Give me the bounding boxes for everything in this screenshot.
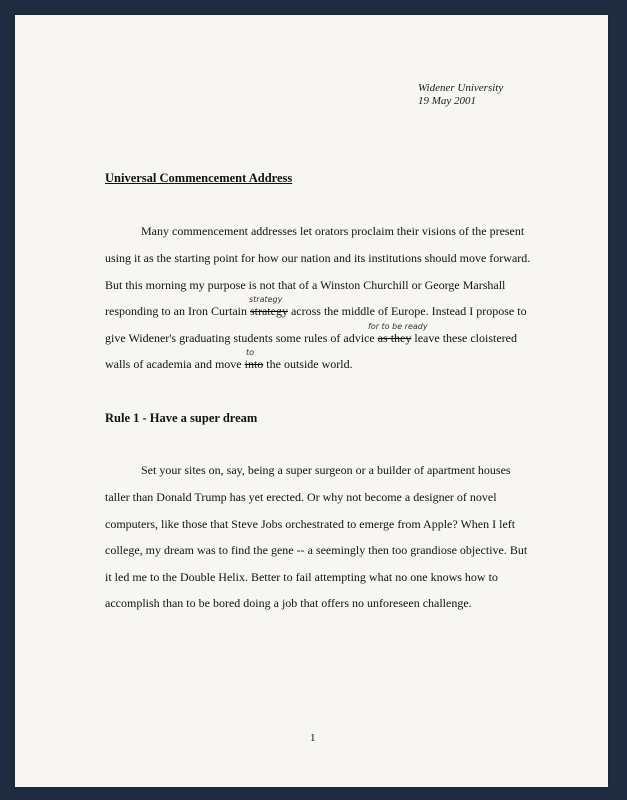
page-number: 1 [310,732,316,744]
paragraph-line [105,357,353,372]
paragraph-line: taller than Donald Trump has yet erected. Or why not become a designer of novel [105,490,497,504]
struck-word: strategy [249,304,288,318]
handwritten-correction: strategy [249,295,283,304]
line-text: give Widener's graduating students some rules of advice [105,331,378,345]
paragraph-line: accomplish than to be bored doing a job that offers no unforeseen challenge. [105,596,472,610]
paragraph-line [105,304,527,319]
handwritten-correction: to [246,348,255,357]
paragraph-line: it led me to the Double Helix. Better to fail attempting what no one knows how to [105,570,498,584]
paragraph-line: college, my dream was to find the gene -- a seemingly then too grandiose objective. But [105,543,528,557]
paragraph-line: Many commencement addresses let orators proclaim their visions of the present [141,224,525,238]
struck-word: into [244,357,264,371]
address-date: 19 May 2001 [418,95,477,107]
paragraph-line [105,331,517,346]
line-text: across the middle of Europe. Instead I propose to [287,304,527,318]
line-text: responding to an Iron Curtain [105,304,250,318]
section-heading: Rule 1 - Have a super dream [105,411,258,425]
document-page [15,15,608,787]
page-title: Universal Commencement Address [105,171,293,185]
line-text: the outside world. [263,357,353,371]
paragraph-line: But this morning my purpose is not that of a Winston Churchill or George Marshall [105,278,506,292]
institution-name: Widener University [418,82,504,94]
struck-word: as they [377,331,412,345]
paragraph-line: computers, like those that Steve Jobs orchestrated to emerge from Apple? When I left [105,517,516,531]
header-block [418,82,503,108]
paragraph-line: Set your sites on, say, being a super surgeon or a builder of apartment houses [141,463,511,477]
line-text: walls of academia and move [105,357,245,371]
line-text: leave these cloistered [411,331,517,345]
handwritten-correction: for to be ready [368,322,428,331]
paragraph-line: using it as the starting point for how our nation and its institutions should move forward. [105,251,531,265]
